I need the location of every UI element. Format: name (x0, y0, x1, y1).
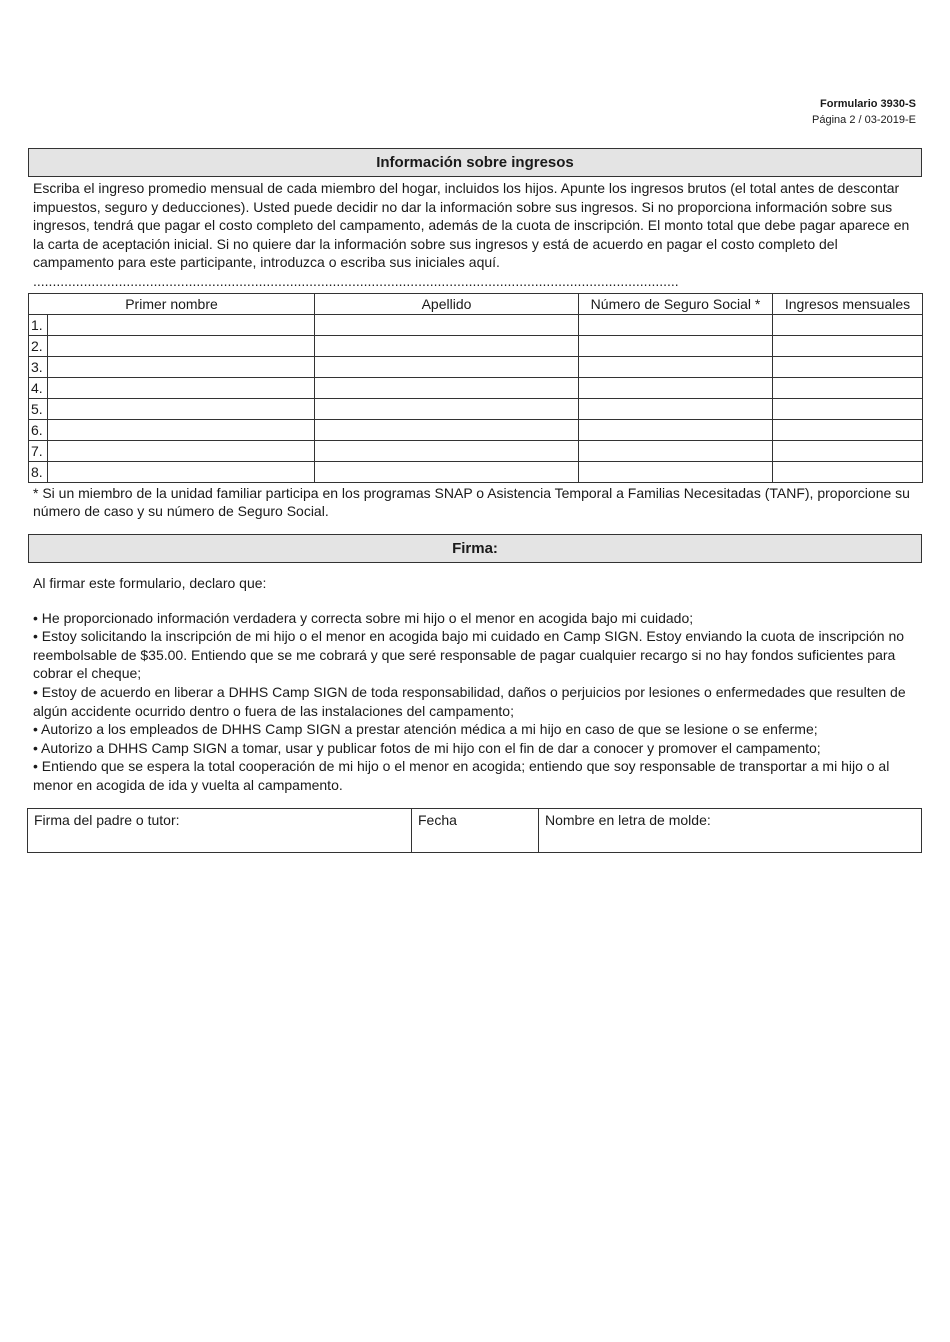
income-section (28, 148, 922, 521)
monthly-income-field[interactable] (773, 419, 923, 440)
income-table-header (29, 293, 923, 314)
col-monthly-income: Ingresos mensuales (773, 293, 923, 314)
monthly-income-field[interactable] (773, 356, 923, 377)
ssn-field[interactable] (579, 314, 773, 335)
row-number: 8. (29, 461, 48, 482)
signature-section (28, 534, 922, 795)
last-name-field[interactable] (315, 335, 579, 356)
row-number: 3. (29, 356, 48, 377)
date-field[interactable] (412, 809, 539, 853)
ssn-footnote: * Si un miembro de la unidad familiar participa en los programas SNAP o Asistencia Temporal a Familias Necesitadas (TANF), proporcione su número de caso y su número de Seguro Social. (33, 484, 910, 520)
last-name-field[interactable] (315, 356, 579, 377)
declaration-item: • Autorizo a DHHS Camp SIGN a tomar, usar y publicar fotos de mi hijo con el fin de dar a conocer y promover el campamento; (33, 739, 821, 756)
table-row (29, 377, 923, 398)
table-row (29, 335, 923, 356)
signature-section-title: Firma: (28, 534, 922, 563)
declaration-item: • Estoy de acuerdo en liberar a DHHS Camp SIGN de toda responsabilidad, daños o perjuicios por lesiones o enfermedades que resulten de algún accidente ocurrido dentro o fuera de las instalaciones del campamento; (33, 683, 906, 719)
last-name-field[interactable] (315, 440, 579, 461)
signature-table (27, 808, 922, 853)
first-name-field[interactable] (48, 314, 315, 335)
table-row (29, 419, 923, 440)
monthly-income-field[interactable] (773, 335, 923, 356)
first-name-field[interactable] (48, 398, 315, 419)
declaration-item: • He proporcionado información verdadera y correcta sobre mi hijo o el menor en acogida bajo mi cuidado; (33, 609, 694, 626)
monthly-income-field[interactable] (773, 398, 923, 419)
signature-label: Firma del padre o tutor: (34, 812, 180, 828)
row-number: 7. (29, 440, 48, 461)
col-first-name: Primer nombre (29, 293, 315, 314)
monthly-income-field[interactable] (773, 461, 923, 482)
first-name-field[interactable] (48, 461, 315, 482)
row-number: 2. (29, 335, 48, 356)
first-name-field[interactable] (48, 377, 315, 398)
declaration-lead: Al firmar este formulario, declaro que: (33, 575, 267, 591)
declaration (28, 574, 922, 795)
last-name-field[interactable] (315, 398, 579, 419)
monthly-income-field[interactable] (773, 377, 923, 398)
first-name-field[interactable] (48, 335, 315, 356)
income-intro-text: Escriba el ingreso promedio mensual de cada miembro del hogar, incluidos los hijos. Apunte los ingresos brutos (el total antes de descontar impuestos, seguro y deducciones). Usted puede decidir no dar la información sobre sus ingresos. Si no proporciona información sobre sus ingresos, tendrá que pagar el costo completo del campamento, además de la cuota de inscripción. El monto total que debe pagar aparece en la carta de aceptación inicial. Si no quiere dar la información sobre sus ingresos y está de acuerdo en pagar el costo completo del campamento para este participante, introduzca o escriba sus iniciales aquí. ...................................................................................................................................................................... (33, 180, 910, 289)
first-name-field[interactable] (48, 356, 315, 377)
row-number: 5. (29, 398, 48, 419)
table-row (29, 356, 923, 377)
declaration-item: • Autorizo a los empleados de DHHS Camp SIGN a prestar atención médica a mi hijo en caso de que se lesione o se enferme; (33, 721, 818, 738)
row-number: 1. (29, 314, 48, 335)
ssn-field[interactable] (579, 419, 773, 440)
col-last-name: Apellido (315, 293, 579, 314)
ssn-field[interactable] (579, 461, 773, 482)
page-info: Página 2 / 03-2019-E (812, 114, 916, 126)
ssn-field[interactable] (579, 356, 773, 377)
printed-name-field[interactable] (539, 809, 922, 853)
date-label: Fecha (418, 812, 457, 828)
ssn-field[interactable] (579, 440, 773, 461)
monthly-income-field[interactable] (773, 440, 923, 461)
monthly-income-field[interactable] (773, 314, 923, 335)
signature-field[interactable] (28, 809, 412, 853)
last-name-field[interactable] (315, 377, 579, 398)
first-name-field[interactable] (48, 419, 315, 440)
ssn-field[interactable] (579, 398, 773, 419)
last-name-field[interactable] (315, 419, 579, 440)
last-name-field[interactable] (315, 314, 579, 335)
form-number: Formulario 3930-S (820, 98, 916, 110)
declaration-item: • Entiendo que se espera la total cooperación de mi hijo o el menor en acogida; entiendo que soy responsable de transportar a mi hijo o al menor en acogida de ida y vuelta al campamento. (33, 758, 890, 793)
col-ssn: Número de Seguro Social * (579, 293, 773, 314)
signature-fields (27, 808, 921, 853)
row-number: 6. (29, 419, 48, 440)
printed-name-label: Nombre en letra de molde: (545, 812, 711, 828)
table-row (29, 461, 923, 482)
income-section-title: Información sobre ingresos (28, 148, 922, 177)
table-row (29, 440, 923, 461)
last-name-field[interactable] (315, 461, 579, 482)
declaration-item: • Estoy solicitando la inscripción de mi hijo o el menor en acogida bajo mi cuidado en Camp SIGN. Estoy enviando la cuota de inscripción no reembolsable de $35.00. Entiendo que se me cobrará y que seré responsable de pagar cualquier recargo si no hay fondos suficientes para cobrar el cheque; (33, 628, 905, 682)
first-name-field[interactable] (48, 440, 315, 461)
row-number: 4. (29, 377, 48, 398)
table-row (29, 314, 923, 335)
ssn-field[interactable] (579, 377, 773, 398)
table-row (29, 398, 923, 419)
form-identifier (812, 96, 916, 128)
ssn-field[interactable] (579, 335, 773, 356)
income-table (28, 293, 923, 483)
